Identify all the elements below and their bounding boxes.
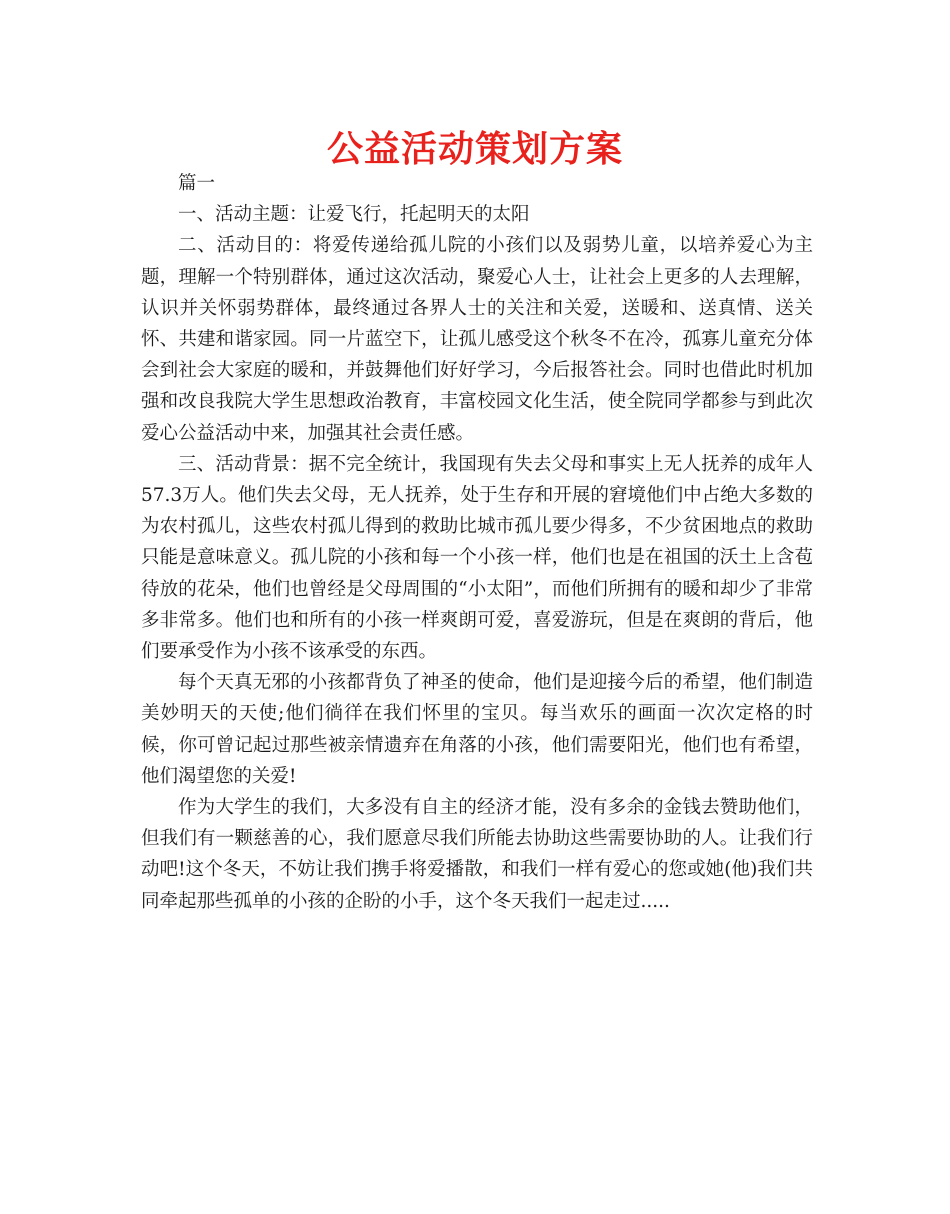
document-title: 公益活动策划方案 <box>326 129 623 170</box>
paragraph-purpose: 二、活动目的：将爱传递给孤儿院的小孩们以及弱势儿童，以培养爱心为主题，理解一个特别群体，通过这次活动，聚爱心人士，让社会上更多的人去理解，认识并关怀弱势群体，最终通过各界人士的关注和关爱，送暖和、送真情、送关怀、共建和谐家园。同一片蓝空下，让孤儿感受这个秋冬不在冷，孤寡儿童充分体会到社会大家庭的暖和，并鼓舞他们好好学习，今后报答社会。同时也借此时机加强和改良我院大学生思想政治教育，丰富校园文化生活，使全院同学都参与到此次爱心公益活动中来，加强其社会责任感。 <box>141 235 813 444</box>
paragraph-call-to-action: 作为大学生的我们，大多没有自主的经济才能，没有多余的金钱去赞助他们，但我们有一颗慈善的心，我们愿意尽我们所能去协助这些需要协助的人。让我们行动吧!这个冬天，不妨让我们携手将爱播散，和我们一样有爱心的您或她(他)我们共同牵起那些孤单的小孩的企盼的小手，这个冬天我们一起走过..... <box>141 797 813 912</box>
paragraph-background: 三、活动背景：据不完全统计，我国现有失去父母和事实上无人抚养的成年人57.3万人。他们失去父母，无人抚养，处于生存和开展的窘境他们中占绝大多数的为农村孤儿，这些农村孤儿得到的救助比城市孤儿要少得多，不少贫困地点的救助只能是意味意义。孤儿院的小孩和每一个小孩一样，他们也是在祖国的沃土上含苞待放的花朵，他们也曾经是父母周围的“小太阳”，而他们所拥有的暖和却少了非常多非常多。他们也和所有的小孩一样爽朗可爱，喜爱游玩，但是在爽朗的背后，他们要承受作为小孩不该承受的东西。 <box>141 453 813 663</box>
section-label: 篇一 <box>178 173 216 194</box>
paragraph-children: 每个天真无邪的小孩都背负了神圣的使命，他们是迎接今后的希望，他们制造美妙明天的天使;他们徜徉在我们怀里的宝贝。每当欢乐的画面一次次定格的时候，你可曾记起过那些被亲情遗弃在角落的小孩，他们需要阳光，他们也有希望，他们渴望您的关爱! <box>141 672 813 787</box>
document-body <box>141 168 813 917</box>
paragraph-theme: 一、活动主题：让爱飞行，托起明天的太阳 <box>178 204 530 226</box>
